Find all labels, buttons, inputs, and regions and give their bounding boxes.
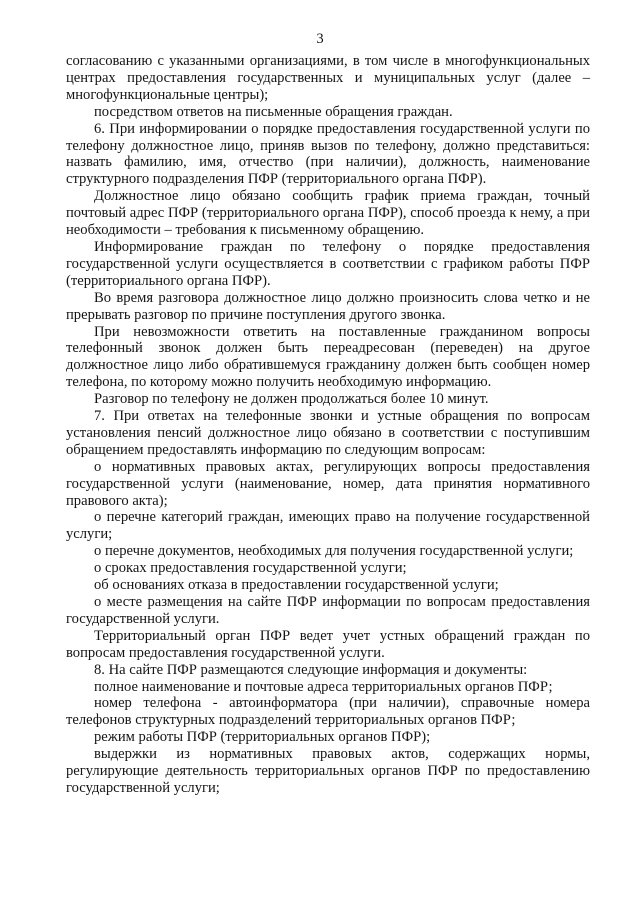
list-item: выдержки из нормативных правовых актов, содержащих нормы, регулирующие деятельность территориальных органов ПФР по предоставлению государственной услуги; [66, 746, 590, 796]
list-item: режим работы ПФР (территориальных органов ПФР); [94, 729, 431, 746]
list-item: о месте размещения на сайте ПФР информации по вопросам предоставления государственной услуги. [66, 594, 590, 627]
list-item: о сроках предоставления государственной услуги; [94, 560, 407, 577]
paragraph: При невозможности ответить на поставленные гражданином вопросы телефонный звонок должен быть переадресован (переведен) на другое должностное лицо либо обратившемуся гражданину должен быть сообщен номер телефона, по которому можно получить необходимую информацию. [66, 323, 590, 391]
paragraph: Информирование граждан по телефону о порядке предоставления государственной услуги осуществляется в соответствии с графиком работы ПФР (территориального органа ПФР). [66, 238, 590, 289]
list-item: о перечне категорий граждан, имеющих право на получение государственной услуги; [66, 509, 590, 543]
list-item: об основаниях отказа в предоставлении государственной услуги; [94, 577, 499, 594]
page-number: 3 [316, 31, 324, 47]
paragraph: Разговор по телефону не должен продолжаться более 10 минут. [94, 391, 489, 408]
paragraph-item-7: 7. При ответах на телефонные звонки и устные обращения по вопросам установления пенсий должностное лицо обязано в соответствии с поступившим обращением предоставлять информацию по следующим вопросам: [66, 408, 590, 458]
list-item: о перечне документов, необходимых для получения государственной услуги; [94, 543, 574, 560]
paragraph-item-6: 6. При информировании о порядке предоставления государственной услуги по телефону должностное лицо, приняв вызов по телефону, должно представиться: назвать фамилию, имя, отчество (при наличии), должность, наименование структурного подразделения ПФР (территориального органа ПФР). [66, 120, 590, 188]
paragraph: Должностное лицо обязано сообщить график приема граждан, точный почтовый адрес ПФР (территориального органа ПФР), способ проезда к нему, а при необходимости – требования к письменному обращению. [66, 188, 590, 239]
list-item: полное наименование и почтовые адреса территориальных органов ПФР; [94, 678, 553, 695]
list-item: номер телефона - автоинформатора (при наличии), справочные номера телефонов структурных подразделений территориальных органов ПФР; [66, 695, 590, 729]
paragraph-continuation: согласованию с указанными организациями, в том числе в многофункциональных центрах предоставления государственных и муниципальных услуг (далее – многофункциональные центры); [66, 53, 590, 103]
document-body [66, 53, 590, 797]
paragraph: Во время разговора должностное лицо должно произносить слова четко и не прерывать разговор по причине поступления другого звонка. [66, 289, 590, 323]
list-item: о нормативных правовых актах, регулирующих вопросы предоставления государственной услуги (наименование, номер, дата принятия нормативного правового акта); [66, 458, 590, 509]
paragraph: Территориальный орган ПФР ведет учет устных обращений граждан по вопросам предоставления государственной услуги. [66, 627, 590, 661]
paragraph: посредством ответов на письменные обращения граждан. [94, 103, 453, 120]
paragraph-item-8: 8. На сайте ПФР размещаются следующие информация и документы: [94, 661, 528, 678]
